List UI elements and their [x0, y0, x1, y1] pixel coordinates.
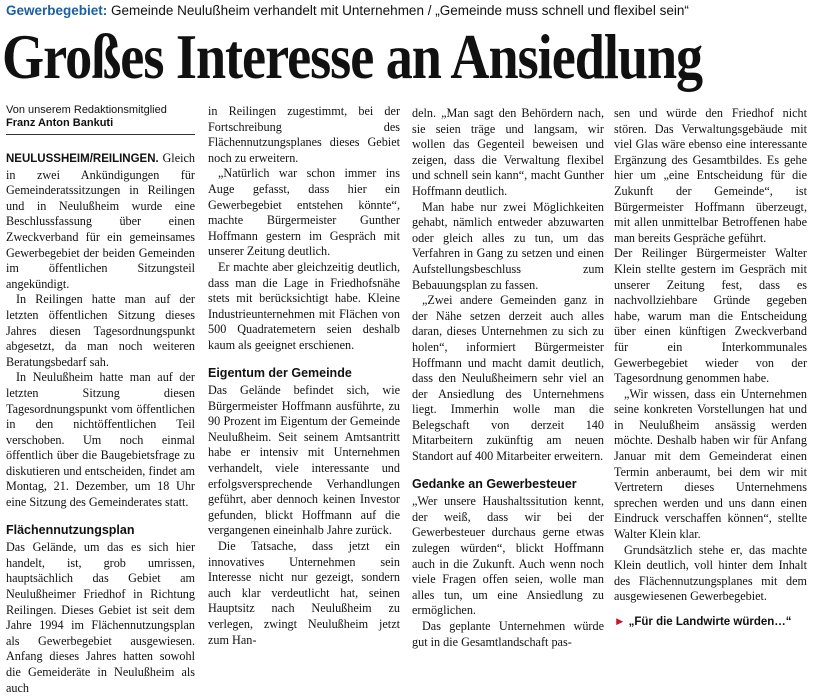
article-column-4 [614, 106, 807, 631]
paragraph: Man habe nur zwei Möglichkeiten gehabt, nämlich entweder abzuwarten oder gleich alles zu tun, um das Verfahren in Gang zu setzen und einen Aufstellungsbeschluss zum Bebauungsplan zu fassen. [412, 199, 604, 292]
byline-author: Franz Anton Bankuti [6, 117, 114, 129]
paragraph: Das geplante Unternehmen würde gut in die Gesamtlandschaft pas- [412, 619, 604, 649]
byline [6, 104, 195, 135]
paragraph: sen und würde den Friedhof nicht stören. Das Verwaltungsgebäude mit viel Glas wäre ebenso eine interessante Ergänzung des Gesamtbildes. Es gehe hier um „eine Entscheidung für die Zukunft der Gemeinde“, ist Bürgermeister Hoffmann überzeugt, mit allen unmittelbar Betroffenen habe man bereits Gespräche geführt. [614, 106, 807, 245]
paragraph: „Wer unsere Haushaltssitution kennt, der weiß, dass wir bei der Gewerbesteuer durchaus gerne etwas zulegen würden“, blickt Hoffmann auch in die Zukunft. Auch wenn noch viele Fragen offen seien, wolle man alles tun, um eine Ansiedlung zu ermöglichen. [412, 494, 604, 618]
paragraph: in Reilingen zugestimmt, bei der Fortschreibung des Flächennutzungsplanes dieses Gebiet noch zu erweitern. [208, 104, 400, 165]
paragraph: „Zwei andere Gemeinden ganz in der Nähe setzen derzeit auch alles daran, dieses Unternehmen zu sich zu holen“, informiert Bürgermeister Hoffmann und macht damit deutlich, dass den Neulußheimern sehr viel an der Ansiedlung des Unternehmens liegt. Immerhin wolle man die Belegschaft von derzeit 140 Mitarbeitern zukünftig am neuen Standort auf 400 Mitarbeiter erweitern. [412, 293, 604, 464]
paragraph: deln. „Man sagt den Behördern nach, sie seien träge und langsam, wir wollen das Gegenteil beweisen und zeigen, dass die Verwaltung flexibel und schnell sein kann“, macht Gunther Hoffmann deutlich. [412, 106, 604, 198]
article-column-3 [412, 106, 604, 650]
crossref-text: „Für die Landwirte würden…“ [628, 616, 792, 628]
article-column-1 [6, 104, 195, 696]
paragraph: In Neulußheim hatte man auf der letzten Sitzung diesen Tagesordnungspunkt vom öffentlichen in den nichtöffentlichen Teil verschoben. Um noch einmal öffentlich über die Baugebietsfrage zu diskutieren und entscheiden, findet am Montag, 21. Dezember, um 18 Uhr eine Sitzung des Gemeinderates statt. [6, 370, 195, 510]
paragraph: Er machte aber gleichzeitig deutlich, dass man die Lage in Friedhofsnähe stets mit berücksichtigt habe. Kleine Industrieunternehmen mit Flächen von 500 Quadratemetern seien deshalb kaum als geeignet erschienen. [208, 259, 400, 352]
byline-line: Von unserem Redaktionsmitglied [6, 104, 167, 116]
arrow-right-icon: ► [614, 616, 626, 628]
crossref-link[interactable] [614, 615, 807, 631]
headline: Großes Interesse an Ansiedlung [2, 22, 703, 92]
lead-text: Gleich in zwei Ankündigungen für Gemeinderatssitzungen in Reilingen und in Neulußheim wurde eine Beschlussfassung über einen Zweckverband für ein gemeinsames Gewerbegebiet der beiden Gemeinden im öffentlichen Sitzungsteil angekündigt. [6, 151, 195, 291]
subheading-gewerbesteuer: Gedanke an Gewerbesteuer [412, 476, 577, 491]
kicker-line [6, 3, 811, 18]
paragraph: „Natürlich war schon immer ins Auge gefasst, dass hier ein Gewerbegebiet entstehen könnte“, machte Bürgermeister Gunther Hoffmann gestern im Gespräch mit unserer Zeitung deutlich. [208, 166, 400, 259]
lead-paragraph [6, 151, 195, 292]
dateline: NEULUSSHEIM/REILINGEN. [6, 153, 159, 165]
paragraph: Die Tatsache, dass jetzt ein innovatives Unternehmen sein Interesse nicht nur gezeigt, sondern auch klar verdeutlicht hat, seinen Hauptsitz nach Neulußheim zu verlegen, zwingt Neulußheim jetzt zum Han- [208, 539, 400, 647]
kicker-tag: Gewerbegebiet: [6, 3, 108, 18]
kicker-text: Gemeinde Neulußheim verhandelt mit Unternehmen / „Gemeinde muss schnell und flexibel sein“ [111, 3, 689, 18]
subheading-flaechennutzungsplan: Flächennutzungsplan [6, 522, 135, 537]
paragraph: „Wir wissen, dass ein Unternehmen seine konkreten Vorstellungen hat und in Neulußheim ansässig werden möchte. Deshalb haben wir für Anfang Januar mit dem Gemeinderat einen Termin anberaumt, bei dem wir mit Vertretern dieses Unternehmens sprechen werden und uns dann einen Eindruck verschaffen können“, stellte Walter Klein klar. [614, 386, 807, 542]
paragraph: Das Gelände, um das es sich hier handelt, ist, grob umrissen, hauptsächlich das Gebiet am Neulußheimer Friedhof in Richtung Reilingen. Dieses Gebiet ist seit dem Jahre 1994 im Flächennutzungsplan als Gewerbegebiet ausgewiesen. Anfang dieses Jahres hatten sowohl die Gemeideräte in Neulußheim als auch [6, 540, 195, 695]
article-column-2 [208, 104, 400, 648]
paragraph: Grundsätzlich stehe er, das machte Klein deutlich, voll hinter dem Inhalt des Flächennutzungsplanes mit dem ausgewiesenen Gewerbegebiet. [614, 542, 807, 604]
subheading-eigentum: Eigentum der Gemeinde [208, 365, 352, 380]
paragraph: Der Reilinger Bürgermeister Walter Klein stellte gestern im Gespräch mit unserer Zeitung fest, dass es nachvollziehbare Gründe gegeben habe, warum man die Entscheidung über einen künftigen Zweckverband für ein Interkommunales Gewerbegebiet wieder von der Tagesordnung genommen habe. [614, 246, 807, 386]
paragraph: Das Gelände befindet sich, wie Bürgermeister Hoffmann ausführte, zu 90 Prozent im Eigentum der Gemeinde Neulußheim. Seit seinem Amtsantritt habe er intensiv mit Unternehmen verhandelt, viele interessante und erfolgsversprechende Verhandlungen geführt, aber dennoch keinen Investor gefunden, blickt Hoffmann auf die vergangenen eineinhalb Jahre zurück. [208, 383, 400, 538]
paragraph: In Reilingen hatte man auf der letzten öffentlichen Sitzung dieses Jahres diesen Tagesordnungspunkt abgesetzt, da man noch weiteren Beratungsbedarf sah. [6, 292, 195, 369]
